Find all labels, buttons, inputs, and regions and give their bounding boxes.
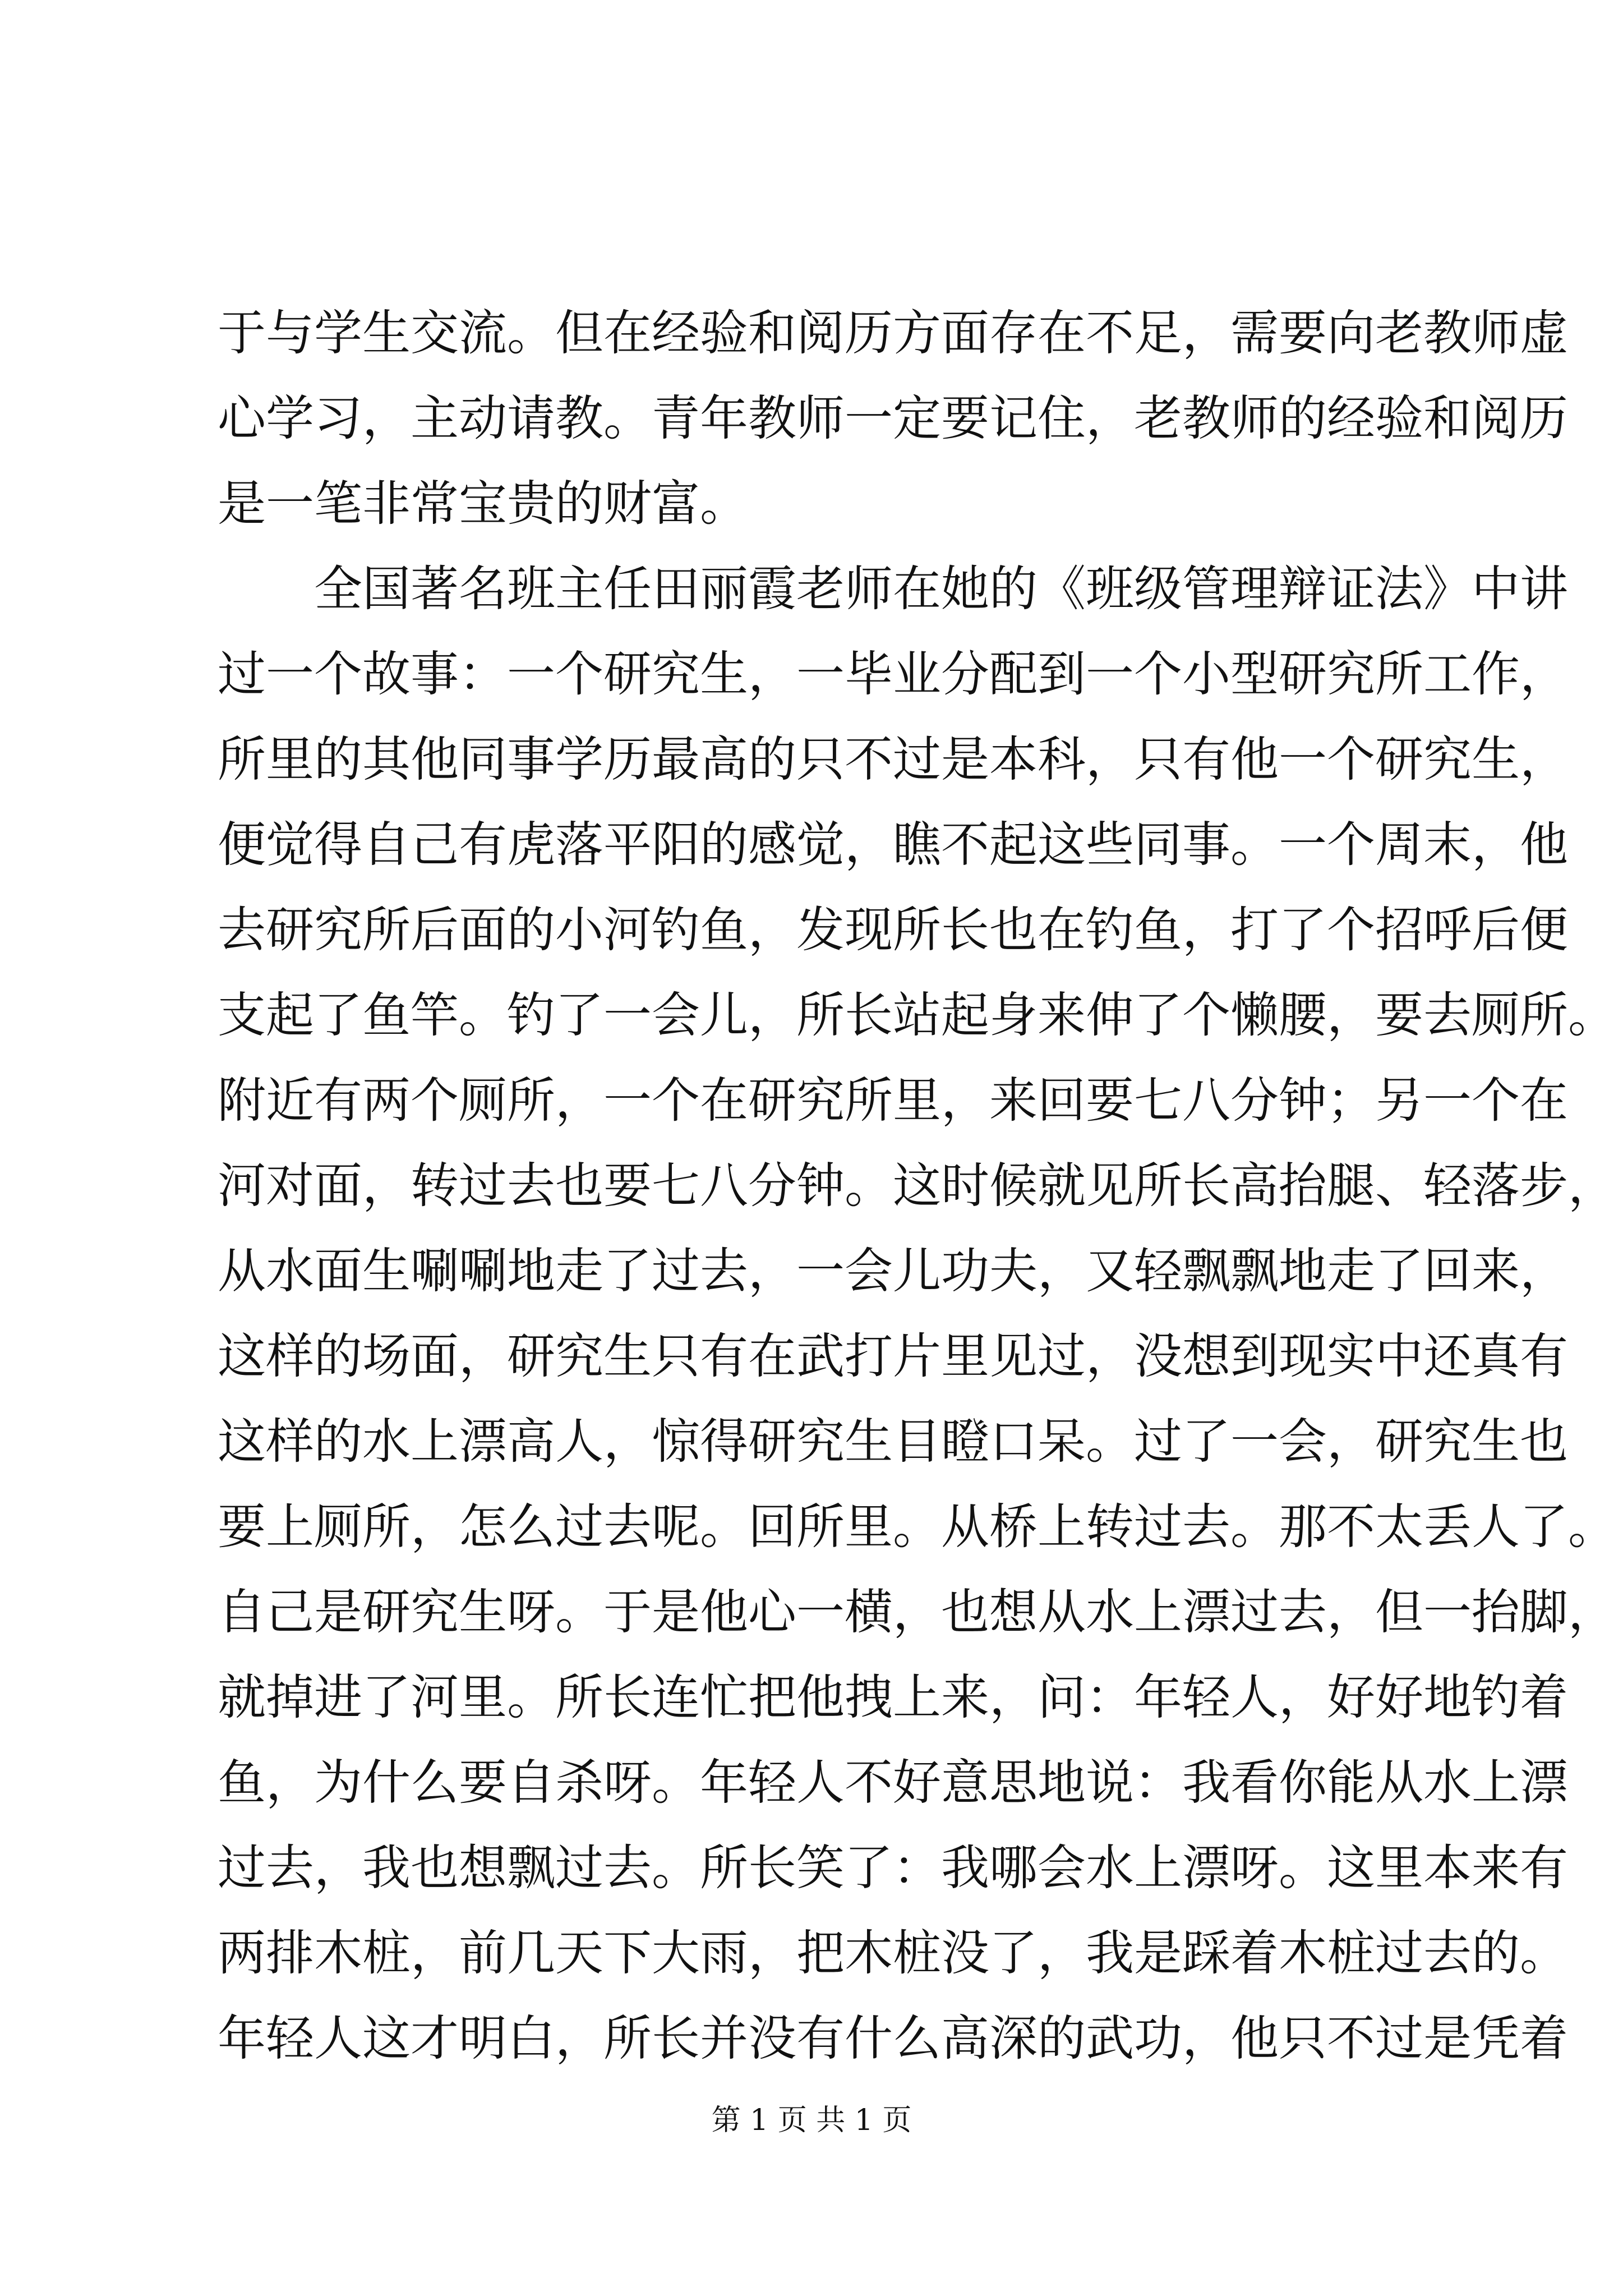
text-line: 全国著名班主任田丽霞老师在她的《班级管理辩证法》中讲 [314,561,1568,617]
text-line: 这样的场面，研究生只有在武打片里见过，没想到现实中还真有 [218,1328,1568,1384]
text-line: 就掉进了河里。所长连忙把他拽上来，问：年轻人，好好地钓着 [218,1669,1568,1726]
text-line: 支起了鱼竿。钓了一会儿，所长站起身来伸了个懒腰，要去厕所。 [218,987,1616,1043]
text-line: 这样的水上漂高人，惊得研究生目瞪口呆。过了一会，研究生也 [218,1414,1568,1470]
document-body [218,291,1616,2081]
text-line: 河对面，转过去也要七八分钟。这时候就见所长高抬腿、轻落步， [218,1158,1616,1214]
text-line: 便觉得自己有虎落平阳的感觉，瞧不起这些同事。一个周末，他 [218,817,1568,873]
text-line: 从水面生唰唰地走了过去，一会儿功夫，又轻飘飘地走了回来， [218,1243,1568,1299]
text-line: 自己是研究生呀。于是他心一横，也想从水上漂过去，但一抬脚， [218,1584,1616,1640]
text-line: 附近有两个厕所，一个在研究所里，来回要七八分钟；另一个在 [218,1073,1568,1129]
text-line: 过去，我也想飘过去。所长笑了：我哪会水上漂呀。这里本来有 [218,1840,1568,1896]
text-line: 两排木桩，前几天下大雨，把木桩没了，我是踩着木桩过去的。 [218,1925,1568,1981]
text-line: 鱼，为什么要自杀呀。年轻人不好意思地说：我看你能从水上漂 [218,1755,1568,1811]
text-line: 所里的其他同事学历最高的只不过是本科，只有他一个研究生， [218,731,1568,788]
text-line: 是一笔非常宝贵的财富。 [218,476,748,532]
text-line: 年轻人这才明白，所长并没有什么高深的武功，他只不过是凭着 [218,2010,1568,2067]
text-line: 要上厕所，怎么过去呢。回所里。从桥上转过去。那不太丢人了。 [218,1499,1616,1555]
paragraph-2 [218,546,1616,2081]
page-number-label: 第 1 页 共 1 页 [711,2104,912,2137]
text-line: 于与学生交流。但在经验和阅历方面存在不足，需要向老教师虚 [218,305,1568,361]
page-footer [0,2101,1623,2140]
paragraph-1 [218,291,1568,546]
text-line: 心学习，主动请教。青年教师一定要记住，老教师的经验和阅历 [218,390,1568,447]
text-line: 过一个故事：一个研究生，一毕业分配到一个小型研究所工作， [218,646,1568,702]
text-line: 去研究所后面的小河钓鱼，发现所长也在钓鱼，打了个招呼后便 [218,902,1568,958]
